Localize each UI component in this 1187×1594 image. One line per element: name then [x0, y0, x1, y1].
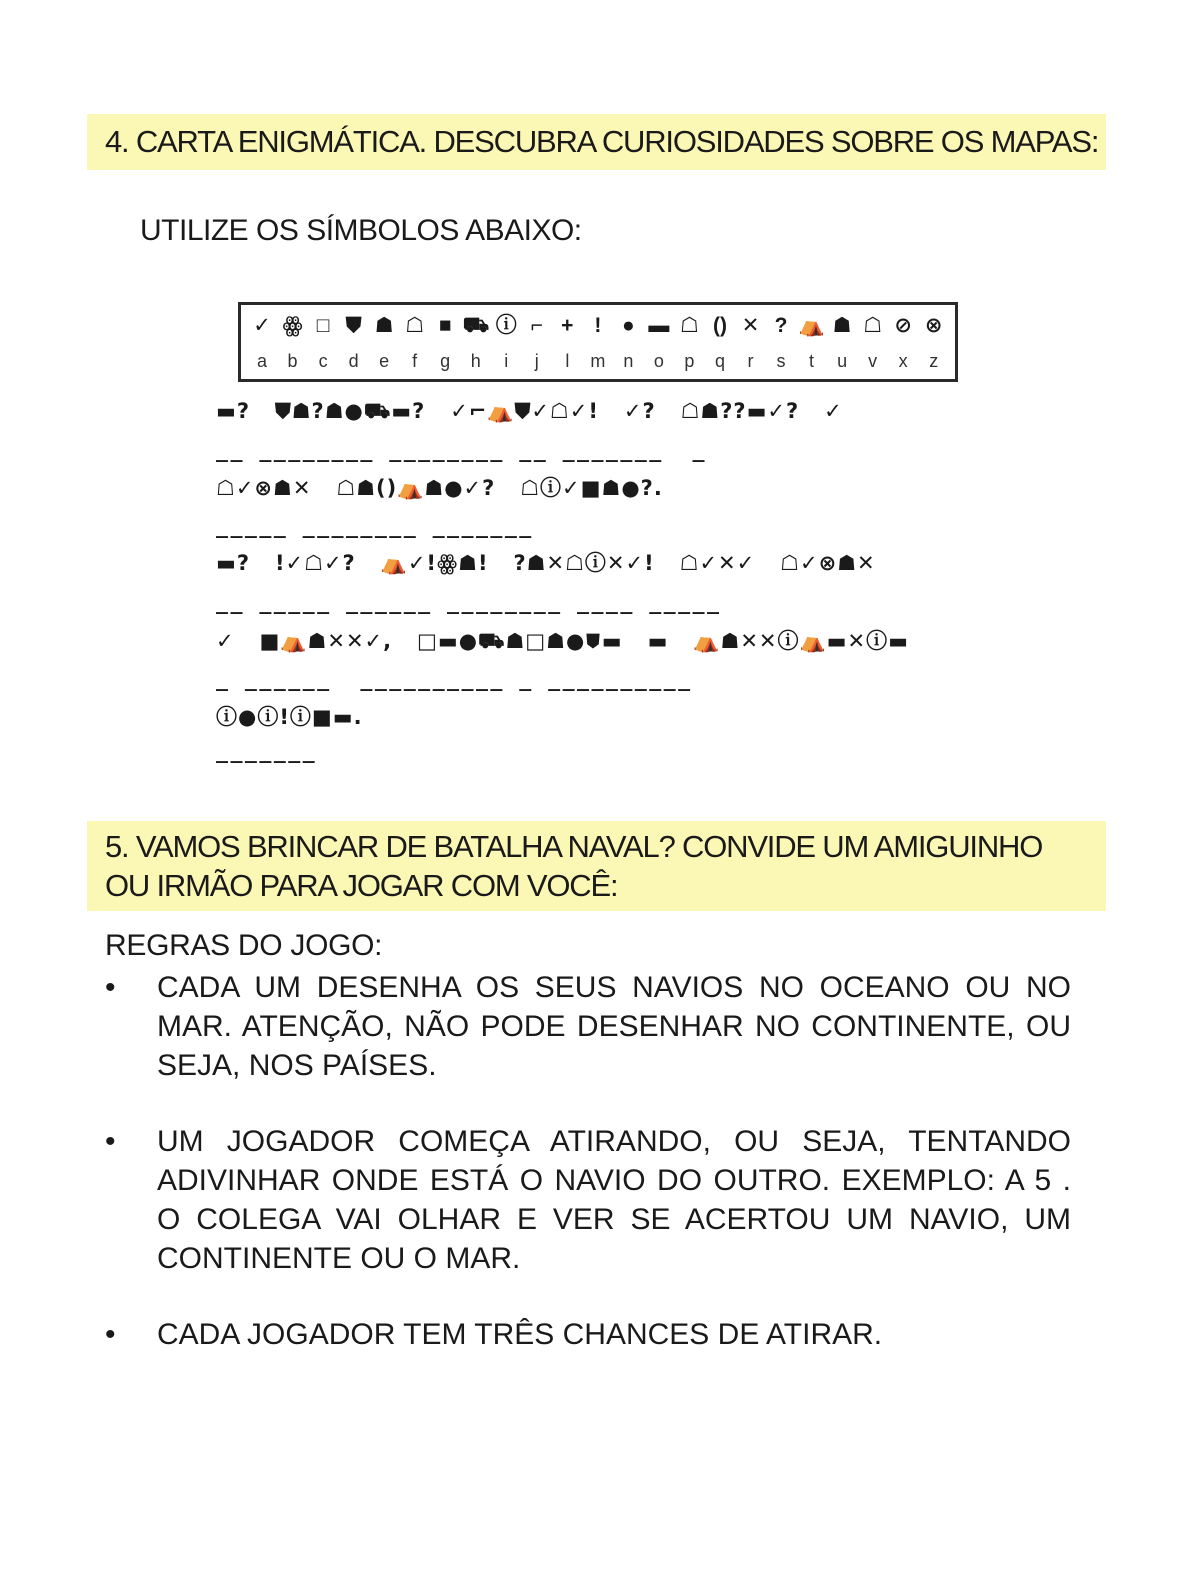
puzzle-symbol-row: ☖✓⊗☗✕ ☖☗()⛺☗●✓? ☖ⓘ✓■☗●?. [216, 476, 663, 500]
bullet-icon: • [105, 971, 116, 1004]
cipher-symbol: ☖ [405, 314, 425, 337]
cipher-symbol: ☗ [374, 314, 394, 337]
cipher-symbol: ⛺ [798, 314, 825, 337]
cipher-symbol: ■ [438, 314, 452, 337]
puzzle-symbol-row: ✓ ■⛺☗✕✕✓, □▬●⛟☗□☗●⛊▬ ▬ ⛺☗✕✕ⓘ⛺▬✕ⓘ▬ [216, 629, 909, 653]
cipher-letter: d [348, 351, 359, 371]
cipher-letter: z [929, 351, 939, 371]
cipher-symbol: ⊗ [924, 314, 943, 337]
cipher-letter: p [684, 351, 695, 371]
bullet-icon: • [105, 1125, 116, 1158]
cipher-letter: s [776, 351, 786, 371]
cipher-letter: t [809, 351, 815, 371]
symbols-instruction: UTILIZE OS SÍMBOLOS ABAIXO: [140, 214, 582, 247]
cipher-symbol: ▬ [648, 314, 670, 337]
cipher-letter: m [590, 351, 606, 371]
answer-blanks-row[interactable]: _____ ________ _______ [216, 514, 534, 538]
cipher-letter: n [623, 351, 634, 371]
cipher-letter: j [534, 351, 539, 371]
cipher-letter: v [868, 351, 878, 371]
cipher-letter: b [287, 351, 298, 371]
cipher-symbol: ● [622, 314, 635, 337]
section-4-heading-band [87, 114, 1106, 170]
cipher-key-table [238, 302, 958, 382]
cipher-symbol: ☗ [832, 314, 852, 337]
cipher-symbol: ☖ [863, 314, 883, 337]
cipher-letter: i [504, 351, 509, 371]
cipher-letter: x [898, 351, 908, 371]
section-5-heading: 5. VAMOS BRINCAR DE BATALHA NAVAL? CONVIDE UM AMIGUINHO OU IRMÃO PARA JOGAR COM VOCÊ: [105, 829, 1043, 903]
cipher-letter: q [714, 351, 725, 371]
section-4-heading: 4. CARTA ENIGMÁTICA. DESCUBRA CURIOSIDADES SOBRE OS MAPAS: [105, 124, 1099, 159]
answer-blanks-row[interactable]: _ ______ __________ _ __________ [216, 667, 693, 691]
rule-text: CADA JOGADOR TEM TRÊS CHANCES DE ATIRAR. [157, 1318, 883, 1351]
puzzle-symbol-row: ▬? ⛊☗?☗●⛟▬? ✓⌐⛺⛊✓☖✓! ✓? ☖☗??▬✓? ✓ [216, 399, 843, 423]
answer-blanks-row[interactable]: _______ [216, 739, 318, 763]
cipher-symbol: ✕ [741, 314, 760, 337]
answer-blanks-row[interactable]: __ _____ ______ ________ ____ _____ [216, 590, 722, 614]
puzzle-symbol-row: ▬? !✓☖✓? ⛺✓!ꙮ☗! ?☗✕☖ⓘ✕✓! ☖✓✕✓ ☖✓⊗☗✕ [216, 551, 876, 575]
cipher-symbol: ⌐ [530, 314, 543, 337]
cipher-letter: c [318, 351, 328, 371]
rule-text: CADA UM DESENHA OS SEUS NAVIOS NO OCEANO OU NO MAR. ATENÇÃO, NÃO PODE DESENHAR NO CONTINENTE, OU SEJA, NOS PAÍSES. [157, 971, 1071, 1082]
cipher-symbol: ? [774, 314, 788, 337]
cipher-letter: r [747, 351, 754, 371]
puzzle-symbol-row: ⓘ●ⓘ!ⓘ■▬. [216, 705, 363, 729]
rule-item [105, 1315, 1071, 1354]
cipher-symbol: ⛟ [462, 314, 490, 337]
cipher-symbols-row [249, 314, 947, 338]
cipher-symbol: ! [594, 314, 602, 337]
cipher-symbol: □ [316, 314, 330, 337]
cipher-symbol: () [712, 314, 727, 337]
rule-text: UM JOGADOR COMEÇA ATIRANDO, OU SEJA, TENTANDO ADIVINHAR ONDE ESTÁ O NAVIO DO OUTRO. EXEMPLO: A 5 . O COLEGA VAI OLHAR E VER SE ACERTOU UM NAVIO, UM CONTINENTE OU O MAR. [157, 1125, 1071, 1275]
cipher-letters-row [249, 350, 947, 372]
rule-item [105, 1122, 1071, 1278]
cipher-letter: e [379, 351, 390, 371]
section-5-heading-band [87, 821, 1106, 911]
answer-blanks-row[interactable]: __ ________ ________ __ _______ _ [216, 438, 707, 462]
cipher-letter: h [470, 351, 481, 371]
cipher-symbol: ⛊ [345, 314, 362, 337]
cipher-letter: g [440, 351, 451, 371]
bullet-icon: • [105, 1318, 116, 1351]
cipher-symbol: ☖ [680, 314, 699, 337]
cipher-letter: l [565, 351, 570, 371]
cipher-letter: f [412, 351, 418, 371]
cipher-symbol: + [561, 314, 574, 337]
rule-item [105, 968, 1071, 1085]
cipher-letter: o [653, 351, 664, 371]
rules-title: REGRAS DO JOGO: [105, 929, 383, 962]
cipher-symbol: ✓ [253, 314, 271, 337]
cipher-letter: a [256, 351, 267, 371]
cipher-symbol: ꙮ [282, 314, 303, 337]
cipher-letter: u [837, 351, 848, 371]
cipher-symbol: ⓘ [495, 314, 517, 337]
cipher-symbol: ⊘ [894, 314, 912, 337]
